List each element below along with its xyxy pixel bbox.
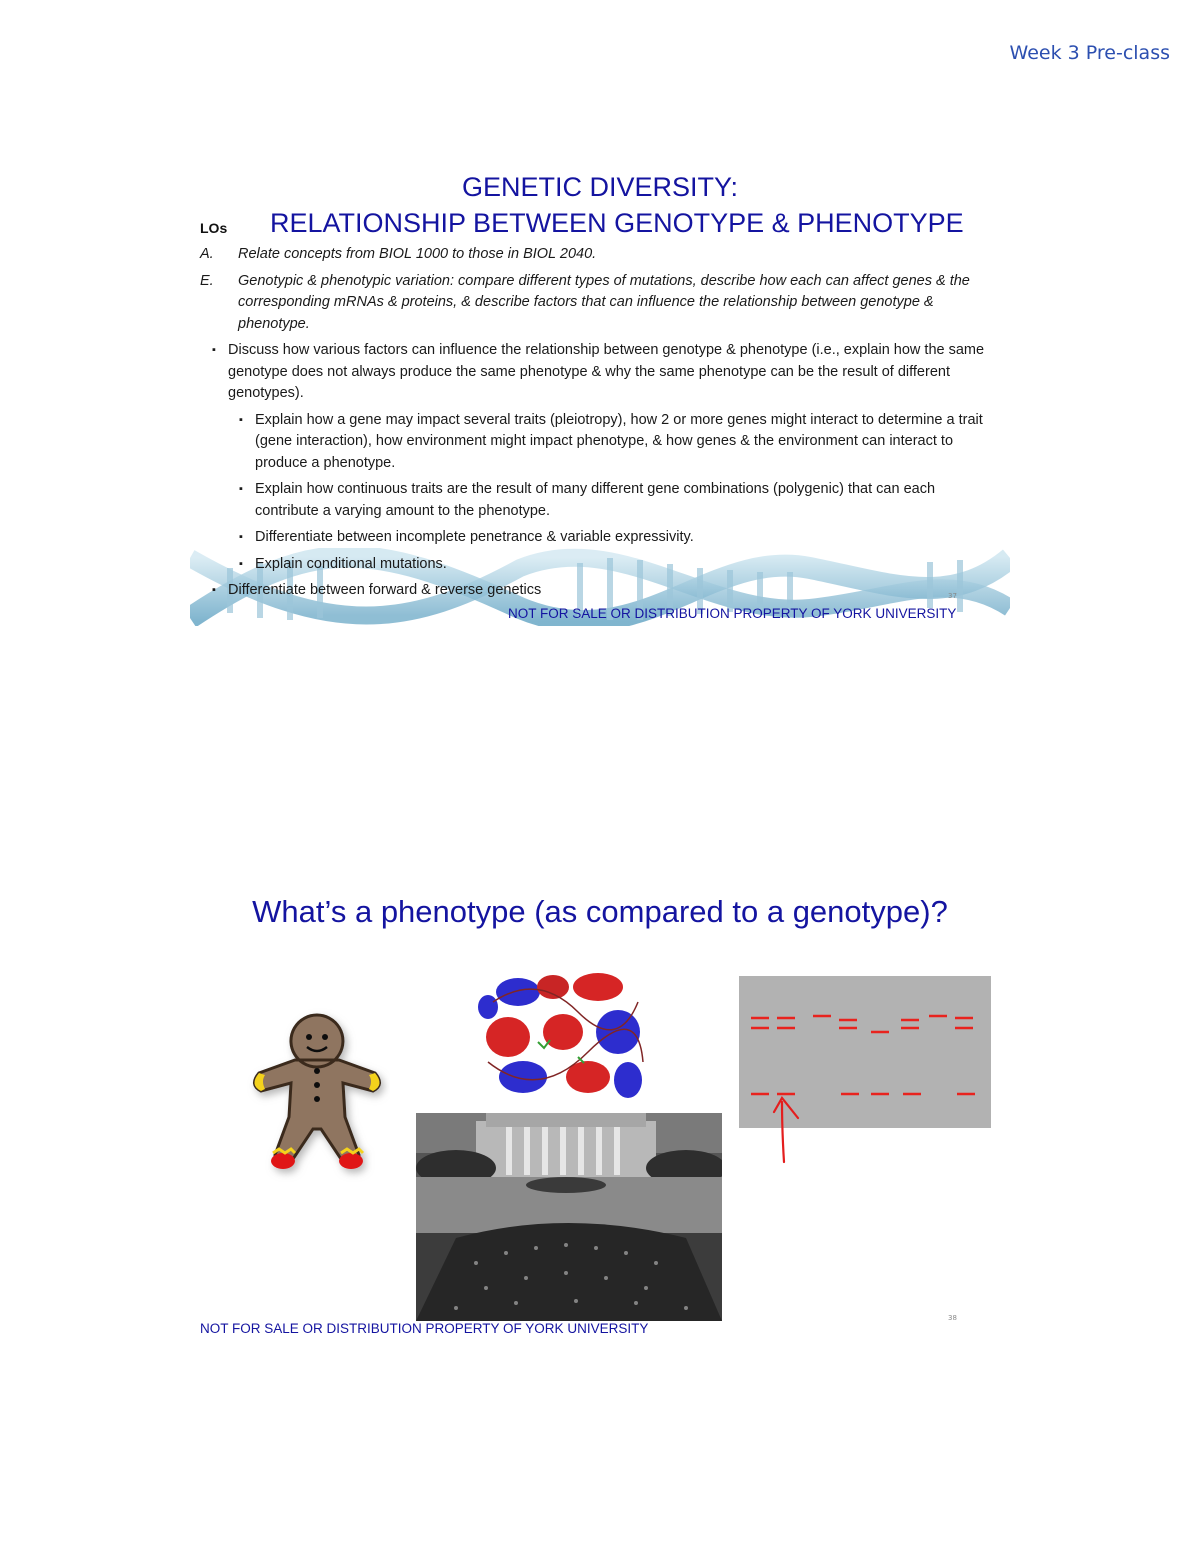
bullet-text: Differentiate between forward & reverse genetics — [228, 582, 542, 598]
bullet-marker: ▪ — [239, 557, 243, 570]
slide-genetic-diversity — [190, 160, 1010, 626]
bullet-item — [190, 580, 998, 602]
objective-item — [200, 271, 998, 336]
protein-structure-image — [478, 962, 648, 1112]
group-photo-image — [416, 1113, 722, 1321]
sub-bullet-item — [190, 479, 1000, 522]
copyright-footer: NOT FOR SALE OR DISTRIBUTION PROPERTY OF YORK UNIVERSITY — [200, 1321, 649, 1336]
bullet-marker: ▪ — [239, 413, 243, 426]
bullet-marker: ▪ — [239, 483, 243, 495]
bullet-text: Explain how continuous traits are the result of many different gene combinations (polygenic) that can each contribute a varying amount to the phenotype. — [255, 481, 936, 519]
bullet-text: Discuss how various factors can influence the relationship between genotype & phenotype (i.e., explain how the same genotype does not always produce the same phenotype & why the same phenotype can be the result of different genotypes). — [228, 342, 985, 401]
bullet-marker: ▪ — [212, 584, 216, 596]
bullet-marker: ▪ — [212, 344, 216, 356]
copyright-footer: NOT FOR SALE OR DISTRIBUTION PROPERTY OF YORK UNIVERSITY — [508, 606, 957, 621]
bullet-text: Explain conditional mutations. — [255, 555, 447, 572]
los-label: LOs — [200, 220, 228, 236]
sub-bullet-item — [190, 554, 1000, 576]
sub-bullet-item — [190, 527, 1000, 549]
objective-text: Relate concepts from BIOL 1000 to those in BIOL 2040. — [238, 246, 597, 262]
learning-objectives — [190, 244, 1010, 607]
sub-bullet-item — [190, 410, 1000, 475]
red-arrow-annotation — [772, 1090, 812, 1165]
bullet-text: Differentiate between incomplete penetrance & variable expressivity. — [255, 529, 694, 545]
gingerbread-figure-image — [245, 1005, 390, 1185]
slide-page-number: 37 — [948, 592, 957, 600]
page-header-label: Week 3 Pre-class — [1009, 42, 1170, 64]
objective-item — [200, 244, 998, 266]
slide-phenotype — [190, 880, 1010, 1350]
bullet-text: Explain how a gene may impact several traits (pleiotropy), how 2 or more genes might interact to determine a trait (gene interaction), how environment might impact phenotype, & how genes & the environment can interact to produce a phenotype. — [255, 411, 983, 471]
bullet-marker: ▪ — [239, 531, 243, 543]
slide-title-line2: RELATIONSHIP BETWEEN GENOTYPE & PHENOTYPE — [270, 208, 964, 238]
objective-text: Genotypic & phenotypic variation: compare different types of mutations, describe how each can affect genes & the corresponding mRNAs & proteins, & describe factors that can influence the relationship between genotype & phenotype. — [238, 272, 970, 332]
objective-letter: A. — [200, 246, 214, 262]
slide-title: What’s a phenotype (as compared to a genotype)? — [252, 894, 948, 929]
bullet-item — [190, 340, 998, 405]
slide-page-number: 38 — [948, 1314, 957, 1322]
objective-letter: E. — [200, 272, 214, 289]
slide-title-line1: GENETIC DIVERSITY: — [461, 172, 739, 202]
